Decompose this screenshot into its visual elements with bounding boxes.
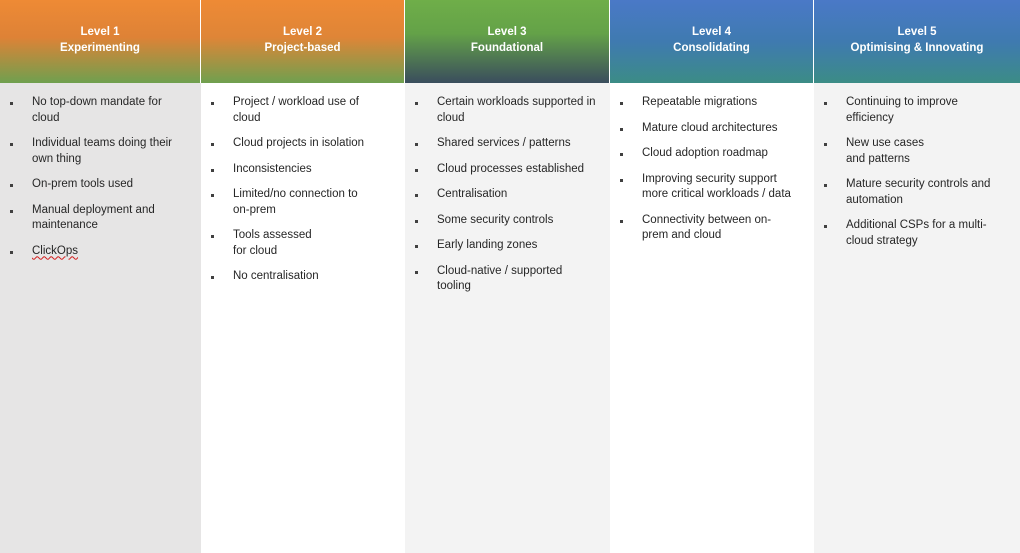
level-5-number: Level 5 <box>897 25 937 38</box>
list-item: Cloud adoption roadmap <box>618 146 804 162</box>
list-item: New use cases and patterns <box>822 136 926 167</box>
list-item: Cloud projects in isolation <box>209 136 395 152</box>
level-3-list <box>405 83 610 295</box>
level-1-column <box>0 0 201 553</box>
level-1-title: Experimenting <box>60 41 140 54</box>
list-item: Shared services / patterns <box>413 136 600 152</box>
level-3-column <box>405 0 610 553</box>
level-4-title: Consolidating <box>673 41 750 54</box>
level-1-header <box>0 0 201 83</box>
list-item: Individual teams doing their own thing <box>8 136 192 167</box>
level-5-list <box>814 83 1020 249</box>
level-3-title: Foundational <box>470 41 544 54</box>
level-2-list <box>201 83 405 285</box>
list-item: Early landing zones <box>413 238 600 254</box>
list-item: No centralisation <box>209 269 395 285</box>
list-item: Repeatable migrations <box>618 95 804 111</box>
list-item: Tools assessed for cloud <box>209 228 318 259</box>
list-item: Mature security controls and automation <box>822 177 1011 208</box>
level-2-title: Project-based <box>264 41 341 54</box>
list-item: Mature cloud architectures <box>618 121 804 137</box>
level-4-number: Level 4 <box>692 25 731 38</box>
list-item: Some security controls <box>413 213 600 229</box>
level-1-number: Level 1 <box>80 25 120 38</box>
level-5-header <box>814 0 1020 83</box>
level-1-list <box>0 83 201 259</box>
list-item: Cloud-native / supported tooling <box>413 264 582 295</box>
list-item: No top-down mandate for cloud <box>8 95 172 126</box>
level-3-header <box>405 0 610 83</box>
level-5-title: Optimising & Innovating <box>850 41 984 54</box>
list-item: Inconsistencies <box>209 162 395 178</box>
list-item: Connectivity between on-prem and cloud <box>618 213 787 244</box>
level-3-number: Level 3 <box>487 25 527 38</box>
list-item: Cloud processes established <box>413 162 600 178</box>
list-item: Manual deployment and maintenance <box>8 203 172 234</box>
level-5-column <box>814 0 1020 553</box>
level-4-column <box>610 0 814 553</box>
level-2-header <box>201 0 405 83</box>
list-item: On-prem tools used <box>8 177 191 193</box>
list-item: Continuing to improve efficiency <box>822 95 976 126</box>
level-4-list <box>610 83 814 244</box>
level-4-header <box>610 0 814 83</box>
list-item <box>8 244 191 260</box>
list-item: Project / workload use of cloud <box>209 95 373 126</box>
misspelled-word: ClickOps <box>32 244 79 257</box>
level-2-number: Level 2 <box>283 25 322 38</box>
list-item: Additional CSPs for a multi-cloud strategy <box>822 218 991 249</box>
level-2-column <box>201 0 405 553</box>
list-item: Centralisation <box>413 187 600 203</box>
list-item: Improving security support more critical workloads / data <box>618 172 792 203</box>
list-item: Certain workloads supported in cloud <box>413 95 597 126</box>
list-item: Limited/no connection to on-prem <box>209 187 373 218</box>
